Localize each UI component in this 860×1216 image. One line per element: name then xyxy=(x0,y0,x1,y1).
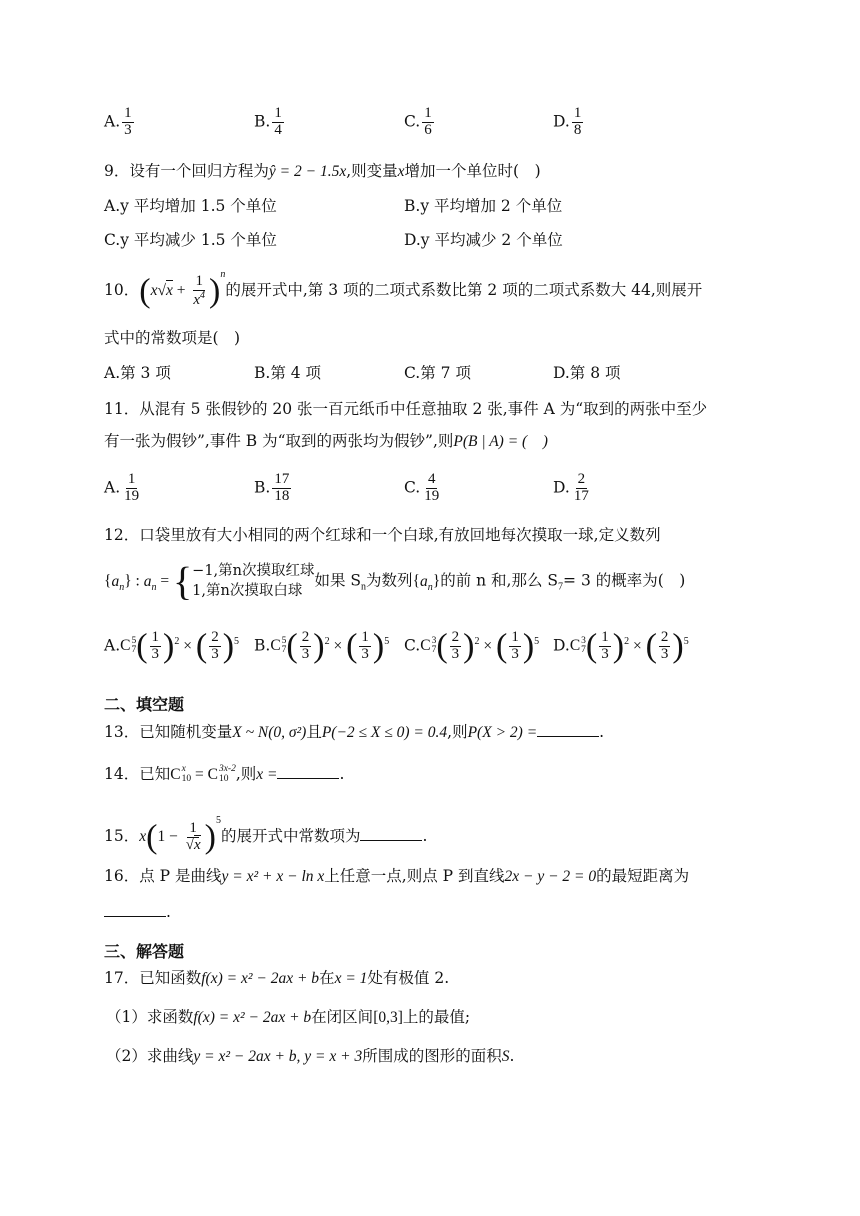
q9-option-c: C.y 平均减少 1.5 个单位 xyxy=(104,231,277,249)
q16-stem-line1: 16．点 P 是曲线y = x² + x − ln x上任意一点,则点 P 到直线2x − y − 2 = 0的最短距离为 xyxy=(104,867,690,885)
q11-stem-line2: 有一张为假钞”,事件 B 为“取到的两张均为假钞”,则P(B | A) = ( ) xyxy=(104,432,548,450)
q8-option-b: B. $\frac{1}{4}$ xyxy=(254,105,282,138)
q10-stem-line2: 式中的常数项是( ) xyxy=(104,329,241,347)
q12-option-b: B.C 5 7 ( $\frac{2}{3}$ )$^2$ × ( $\frac{1}{3}$ )$^5$ xyxy=(254,627,390,665)
q12-case-1: −1,第n次摸取红球 xyxy=(192,563,315,579)
q11-option-a: A. $\frac{1}{19}$ xyxy=(104,471,140,504)
q10-option-b: B.第 4 项 xyxy=(254,364,322,382)
section-heading-solve: 三、解答题 xyxy=(104,942,185,961)
q9-option-d: D.y 平均减少 2 个单位 xyxy=(404,231,563,249)
q9-option-a: A.y 平均增加 1.5 个单位 xyxy=(104,197,277,215)
q12-option-c: C.C 3 7 ( $\frac{2}{3}$ )$^2$ × ( $\frac{1}{3}$ )$^5$ xyxy=(404,627,540,665)
q15-answer-blank xyxy=(360,839,422,841)
q17-part-2: （2）求曲线y = x² − 2ax + b, y = x + 3所围成的图形的面积S. xyxy=(106,1047,515,1065)
q15-stem: 15．x(1 − $\frac{1}{√x}$ )$^5$的展开式中常数项为 . xyxy=(104,815,428,856)
q10-stem-line1: 10．(x√x + $\frac{1}{x^4}$ )$^n$的展开式中,第 3 项的二项式系数比第 2 项的二项式系数大 44,则展开 xyxy=(104,269,703,310)
q13-answer-blank xyxy=(537,735,599,737)
q11-option-d: D. $\frac{2}{17}$ xyxy=(553,471,589,504)
q14-stem: 14．已知C x 10 = C 3x-2 10 ,则x = . xyxy=(104,764,345,784)
q10-option-c: C.第 7 项 xyxy=(404,364,471,382)
q11-option-b: B. $\frac{17}{18}$ xyxy=(254,471,290,504)
q8-option-c: C. $\frac{1}{6}$ xyxy=(404,105,432,138)
q12-case-2: 1,第n次摸取白球 xyxy=(192,582,303,599)
q9-stem: 9．设有一个回归方程为ŷ = 2 − 1.5x,则变量x增加一个单位时( ) xyxy=(104,162,541,180)
q17-part-1: （1）求函数f(x) = x² − 2ax + b在闭区间[0,3]上的最值; xyxy=(106,1008,471,1026)
q8-option-d: D. $\frac{1}{8}$ xyxy=(553,105,582,138)
q12-stem-line2: $\{a_n\}$ : $a_n$ = { −1,第n次摸取红球 1,第n次摸取白球 如果 $S_n$为数列$\{a_n\}$的前 n 和,那么 $S_7= 3$ 的概率为( ) xyxy=(104,558,686,604)
q16-stem-line2: . xyxy=(104,905,171,921)
q13-stem: 13．已知随机变量X ~ N(0, σ²)且P(−2 ≤ X ≤ 0) = 0.4,则P(X > 2) = . xyxy=(104,723,605,741)
q10-option-a: A.第 3 项 xyxy=(104,364,171,382)
q17-stem: 17．已知函数f(x) = x² − 2ax + b在x = 1处有极值 2. xyxy=(104,969,450,987)
q14-answer-blank xyxy=(277,777,339,779)
q16-answer-blank xyxy=(104,915,166,917)
section-heading-fill-blank: 二、填空题 xyxy=(104,695,185,714)
q10-option-d: D.第 8 项 xyxy=(553,364,621,382)
q11-stem-line1: 11．从混有 5 张假钞的 20 张一百元纸币中任意抽取 2 张,事件 A 为“取到的两张中至少 xyxy=(104,400,708,418)
q9-option-b: B.y 平均增加 2 个单位 xyxy=(404,197,563,215)
q11-option-c: C. $\frac{4}{19}$ xyxy=(404,471,440,504)
q8-option-a: A. $\frac{1}{3}$ xyxy=(104,105,132,138)
q12-option-d: D.C 3 7 ( $\frac{1}{3}$ )$^2$ × ( $\frac{2}{3}$ )$^5$ xyxy=(553,627,689,665)
q12-stem-line1: 12．口袋里放有大小相同的两个红球和一个白球,有放回地每次摸取一球,定义数列 xyxy=(104,526,661,544)
q12-option-a: A.C 5 7 ( $\frac{1}{3}$ )$^2$ × ( $\frac{2}{3}$ )$^5$ xyxy=(104,627,240,665)
